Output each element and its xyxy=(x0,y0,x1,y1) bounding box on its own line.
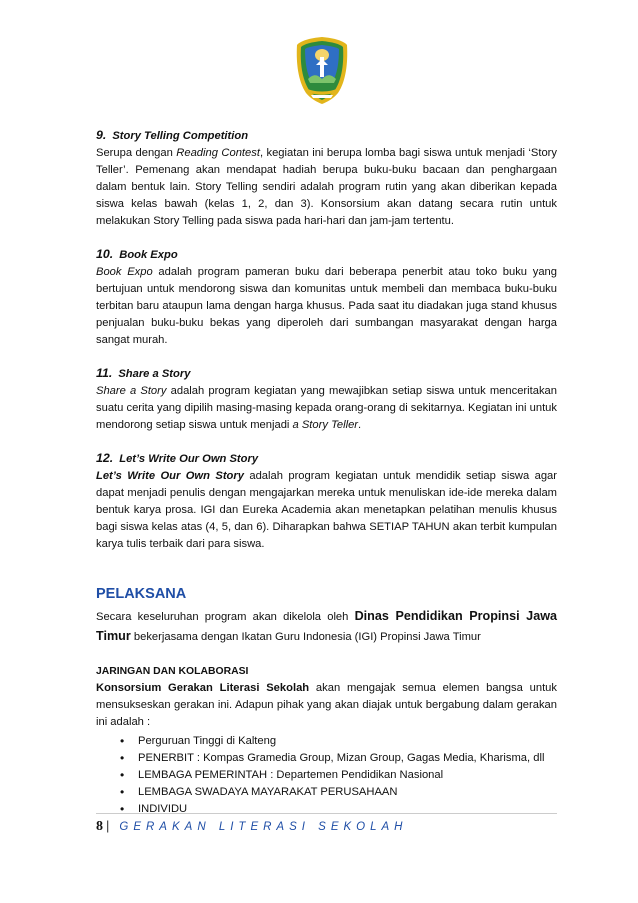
body-text: Serupa dengan xyxy=(96,147,177,159)
body-text: adalah program kegiatan untuk mendidik setiap siswa agar dapat menjadi penulis dengan mengajarkan mereka untuk menuliskan ide-ide mereka dalam bentuk karya prosa. IGI dan Eureka Academia akan menetapkan pelatihan menulis khusus bagi siswa kelas atas (4, 5, dan 6). Diharapkan bahwa SETIAP TAHUN akan terbit kumpulan karya tulis terbaik dari para siswa. xyxy=(96,470,557,550)
section-write-own-story xyxy=(96,450,557,553)
pelaksana-body xyxy=(96,607,557,647)
body-text-italic: Book Expo xyxy=(96,266,153,278)
page-number: 8 xyxy=(96,819,103,834)
section-number: 11. xyxy=(96,366,113,380)
section-title xyxy=(96,365,557,383)
section-story-telling xyxy=(96,127,557,230)
section-title xyxy=(96,450,557,468)
section-title xyxy=(96,246,557,264)
body-text: Secara keseluruhan program akan dikelola oleh xyxy=(96,611,355,623)
section-title-text: Share a Story xyxy=(118,368,191,380)
partner-list xyxy=(96,733,557,818)
pelaksana-heading: PELAKSANA xyxy=(96,586,187,602)
organization-name: Dinas Pendidikan Propinsi Jawa Timur xyxy=(96,609,557,643)
page-footer xyxy=(96,816,557,836)
section-number: 10. xyxy=(96,247,114,261)
section-title xyxy=(96,127,557,145)
list-item: • Perguruan Tinggi di Kalteng xyxy=(128,733,557,750)
body-text-italic: a Story Teller xyxy=(292,419,359,431)
body-text-bold-italic: Let’s Write Our Own Story xyxy=(96,470,244,482)
list-item: • PENERBIT : Kompas Gramedia Group, Mizan Group, Gagas Media, Kharisma, dll xyxy=(128,750,557,767)
jaringan-intro xyxy=(96,680,557,731)
jaringan-heading: JARINGAN DAN KOLABORASI xyxy=(96,666,249,677)
body-text-italic: Reading Contest xyxy=(176,147,260,159)
footer-divider xyxy=(96,813,557,814)
footer-separator: | xyxy=(106,818,110,833)
section-body xyxy=(96,383,557,434)
body-text: . xyxy=(358,419,362,431)
section-pelaksana xyxy=(96,585,557,647)
section-body xyxy=(96,264,557,349)
section-body xyxy=(96,145,557,230)
list-item: • LEMBAGA SWADAYA MAYARAKAT PERUSAHAAN xyxy=(128,784,557,801)
body-text: adalah program pameran buku dari beberapa penerbit atau toko buku yang bertujuan untuk mendorong siswa dan komunitas untuk membeli dan membaca buku-buku terbitan baru ataupun lama dengan harga khusus. Pada saat itu diadakan juga stand khusus penjualan buku-buku bekas yang diperoleh dari sumbangan masyarakat dengan harga sangat murah. xyxy=(96,266,557,346)
footer-title: GERAKAN LITERASI SEKOLAH xyxy=(119,821,408,833)
main-content xyxy=(96,127,557,818)
body-text: , kegiatan ini berupa lomba bagi siswa untuk menjadi ‘Story Teller’. Pemenang akan mendapat hadiah berupa buku-buku bacaan dan penghargaan dalam bentuk lain. Story Telling sendiri adalah program rutin yang akan diberikan kepada siswa kelas bawah (kelas 1, 2, dan 3). Konsorsium akan datang secara rutin untuk melakukan Story Telling pada siswa pada hari-hari dan jam-jam tertentu. xyxy=(96,147,558,227)
section-title-text: Let’s Write Our Own Story xyxy=(119,453,259,465)
list-item: • LEMBAGA PEMERINTAH : Departemen Pendidikan Nasional xyxy=(128,767,557,784)
section-number: 12. xyxy=(96,451,114,465)
body-text: bekerjasama dengan Ikatan Guru Indonesia (IGI) Propinsi Jawa Timur xyxy=(130,631,481,643)
section-book-expo xyxy=(96,246,557,349)
list-item: • INDIVIDU xyxy=(128,801,557,818)
section-jaringan xyxy=(96,663,557,818)
section-title-text: Story Telling Competition xyxy=(112,130,249,142)
section-body xyxy=(96,468,557,553)
consortium-name: Konsorsium Gerakan Literasi Sekolah xyxy=(96,682,310,694)
east-java-emblem-icon xyxy=(294,35,350,105)
body-text-italic: Share a Story xyxy=(96,385,167,397)
section-title-text: Book Expo xyxy=(119,249,178,261)
section-share-a-story xyxy=(96,365,557,434)
body-text: adalah program kegiatan yang mewajibkan setiap siswa untuk menceritakan suatu cerita yang dipilih masing-masing kepada orang-orang di sekitarnya. Kegiatan ini untuk mendorong setiap siswa untuk menjadi xyxy=(96,385,558,431)
section-number: 9. xyxy=(96,128,107,142)
body-text: akan mengajak semua elemen bangsa untuk mensukseskan gerakan ini. Adapun pihak yang akan diajak untuk bergabung dalam gerakan ini adalah : xyxy=(96,682,557,728)
